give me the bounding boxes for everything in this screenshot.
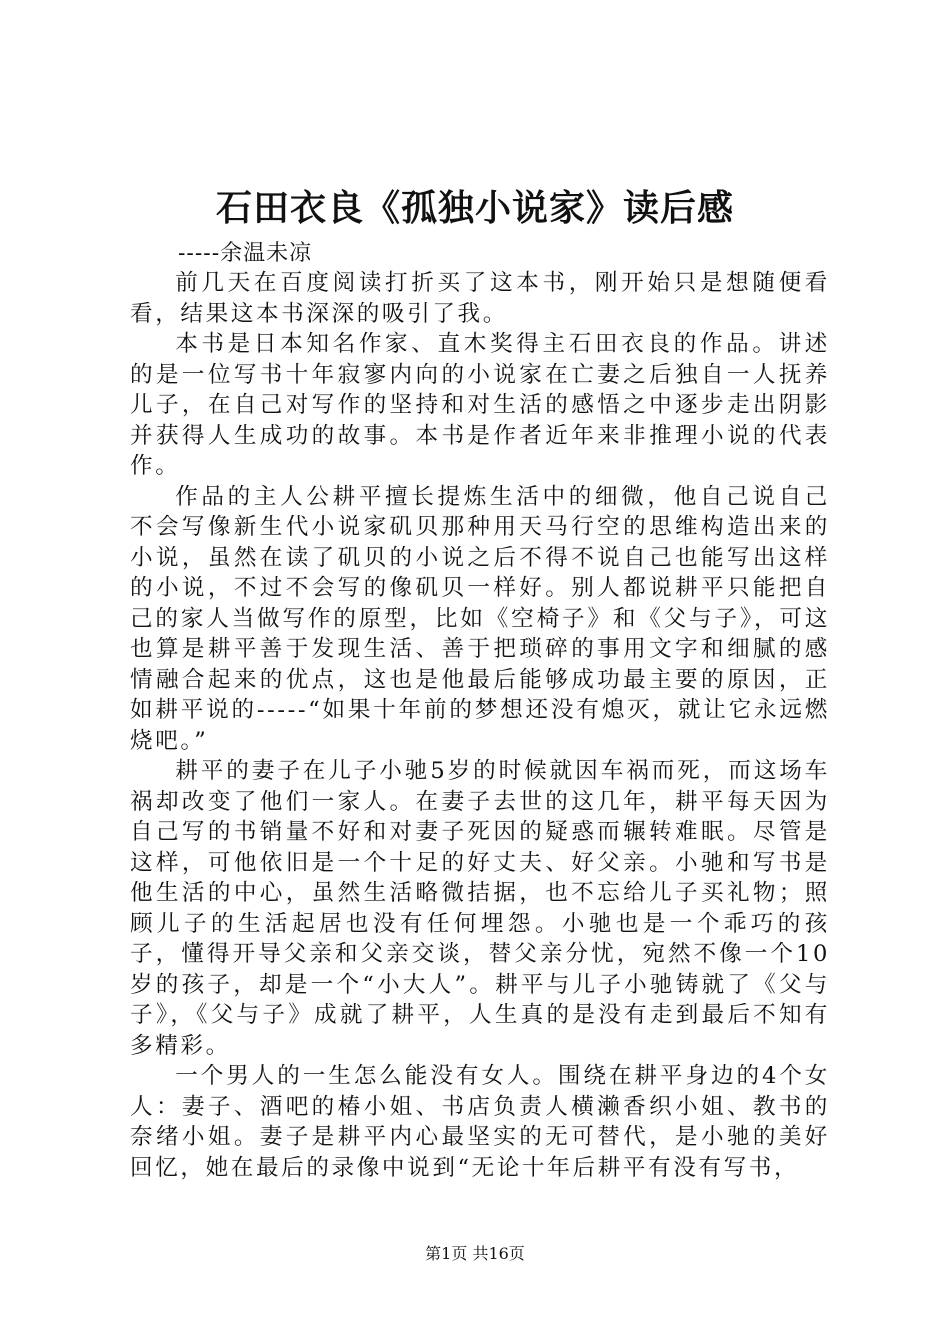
document-body <box>130 268 830 1183</box>
author-byline: -----余温未凉 <box>178 241 313 266</box>
paragraph: 一个男人的一生怎么能没有女人。围绕在耕平身边的4个女人：妻子、酒吧的椿小姐、书店负责人横濑香织小姐、教书的奈绪小姐。妻子是耕平内心最坚实的无可替代，是小驰的美好回忆，她在最后的录像中说到“无论十年后耕平有没有写书， <box>130 1063 830 1181</box>
document-title: 石田衣良《孤独小说家》读后感 <box>215 187 734 229</box>
paragraph: 作品的主人公耕平擅长提炼生活中的细微，他自己说自己不会写像新生代小说家矶贝那种用天马行空的思维构造出来的小说，虽然在读了矶贝的小说之后不得不说自己也能写出这样的小说，不过不会写的像矶贝一样好。别人都说耕平只能把自己的家人当做写作的原型，比如《空椅子》和《父与子》，可这也算是耕平善于发现生活、善于把琐碎的事用文字和细腻的感情融合起来的优点，这也是他最后能够成功最主要的原因，正如耕平说的-----“如果十年前的梦想还没有熄灭，就让它永远燃烧吧。” <box>130 483 830 754</box>
paragraph: 本书是日本知名作家、直木奖得主石田衣良的作品。讲述的是一位写书十年寂寥内向的小说家在亡妻之后独自一人抚养儿子，在自己对写作的坚持和对生活的感悟之中逐步走出阴影并获得人生成功的故事。本书是作者近年来非推理小说的代表作。 <box>130 331 830 479</box>
page-number-footer: 第1页 共16页 <box>425 1244 525 1263</box>
paragraph: 耕平的妻子在儿子小驰5岁的时候就因车祸而死，而这场车祸却改变了他们一家人。在妻子去世的这几年，耕平每天因为自己写的书销量不好和对妻子死因的疑惑而辗转难眠。尽管是这样，可他依旧是一个十足的好丈夫、好父亲。小驰和写书是他生活的中心，虽然生活略微拮据，也不忘给儿子买礼物；照顾儿子的生活起居也没有任何埋怨。小驰也是一个乖巧的孩子，懂得开导父亲和父亲交谈，替父亲分忧，宛然不像一个10岁的孩子，却是一个“小大人”。耕平与儿子小驰铸就了《父与子》，《父与子》成就了耕平，人生真的是没有走到最后不知有多精彩。 <box>130 758 830 1059</box>
paragraph: 前几天在百度阅读打折买了这本书，刚开始只是想随便看看，结果这本书深深的吸引了我。 <box>130 270 830 327</box>
